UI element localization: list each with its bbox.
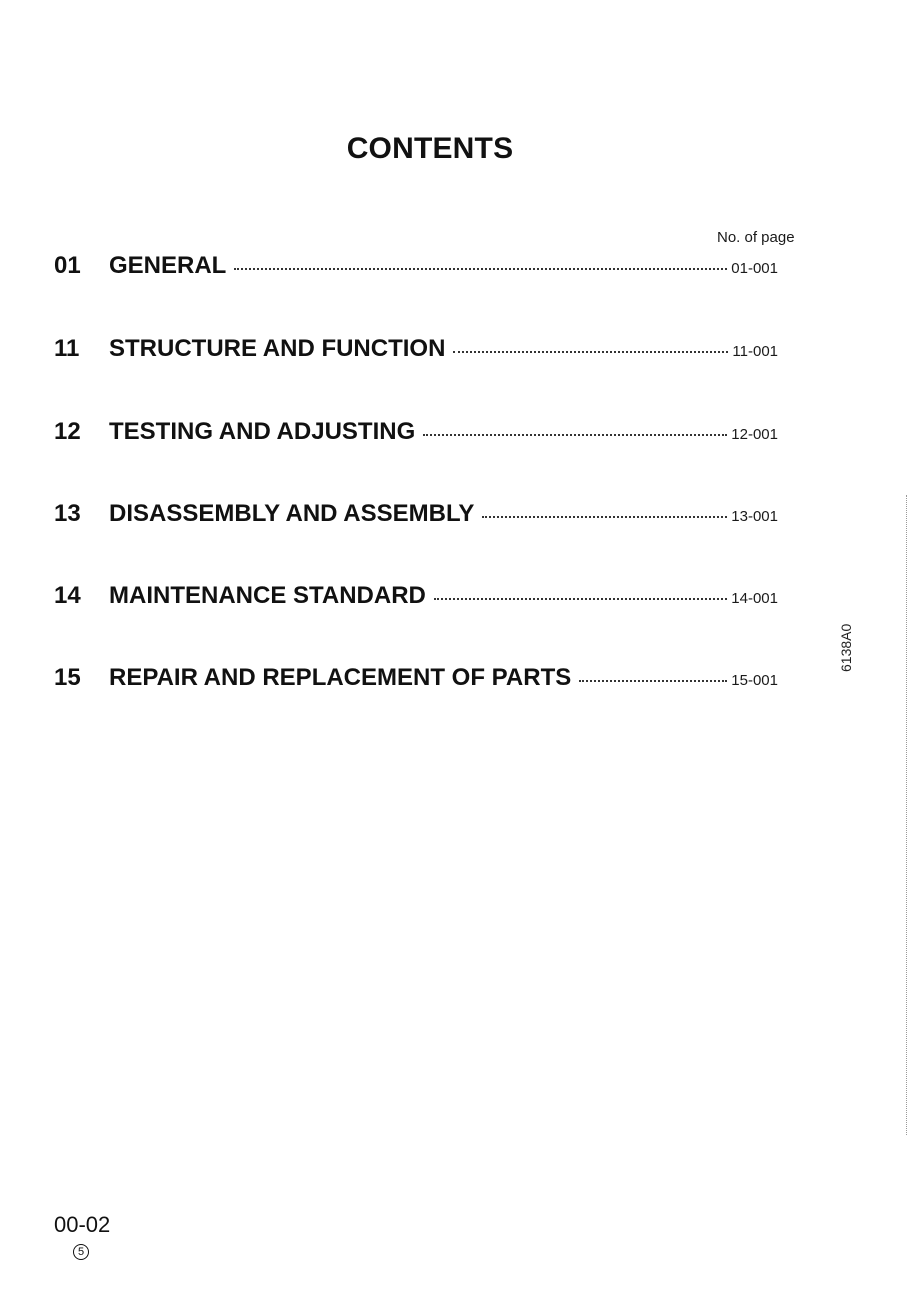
toc-entry-page: 01-001 (731, 260, 778, 277)
toc-entry-disassembly-and-assembly[interactable] (54, 500, 778, 530)
toc-entry-number: 11 (54, 335, 80, 362)
page-number: 00-02 (54, 1212, 111, 1237)
toc-entry-repair-and-replacement[interactable] (54, 664, 778, 694)
toc-entry-title: DISASSEMBLY AND ASSEMBLY (109, 500, 475, 527)
toc-entry-title: STRUCTURE AND FUNCTION (109, 335, 446, 362)
toc-entry-title: REPAIR AND REPLACEMENT OF PARTS (109, 664, 572, 691)
dot-leader (579, 680, 727, 682)
page-title: CONTENTS (346, 132, 514, 165)
toc-entry-structure-and-function[interactable] (54, 335, 778, 365)
toc-entry-title: GENERAL (109, 252, 227, 279)
toc-entry-page: 13-001 (731, 508, 778, 525)
binding-edge-marks (906, 495, 908, 1135)
toc-entry-number: 12 (54, 418, 81, 445)
toc-entry-number: 15 (54, 664, 81, 691)
document-side-code: 6138A0 (838, 623, 854, 672)
dot-leader (453, 351, 728, 353)
toc-entry-title: MAINTENANCE STANDARD (109, 582, 426, 609)
toc-entry-title: TESTING AND ADJUSTING (109, 418, 416, 445)
toc-entry-number: 01 (54, 252, 81, 279)
dot-leader (423, 434, 727, 436)
dot-leader (234, 268, 727, 270)
toc-entry-page: 15-001 (731, 672, 778, 689)
toc-entry-page: 12-001 (731, 426, 778, 443)
toc-entry-general[interactable] (54, 252, 778, 282)
toc-entry-page: 11-001 (732, 343, 778, 360)
toc-entry-number: 14 (54, 582, 81, 609)
toc-entry-testing-and-adjusting[interactable] (54, 418, 778, 448)
toc-entry-maintenance-standard[interactable] (54, 582, 778, 612)
dot-leader (482, 516, 727, 518)
no-of-page-header: No. of page (717, 229, 795, 246)
dot-leader (434, 598, 727, 600)
toc-entry-page: 14-001 (731, 590, 778, 607)
revision-circle-icon: 5 (73, 1244, 89, 1260)
toc-entry-number: 13 (54, 500, 81, 527)
